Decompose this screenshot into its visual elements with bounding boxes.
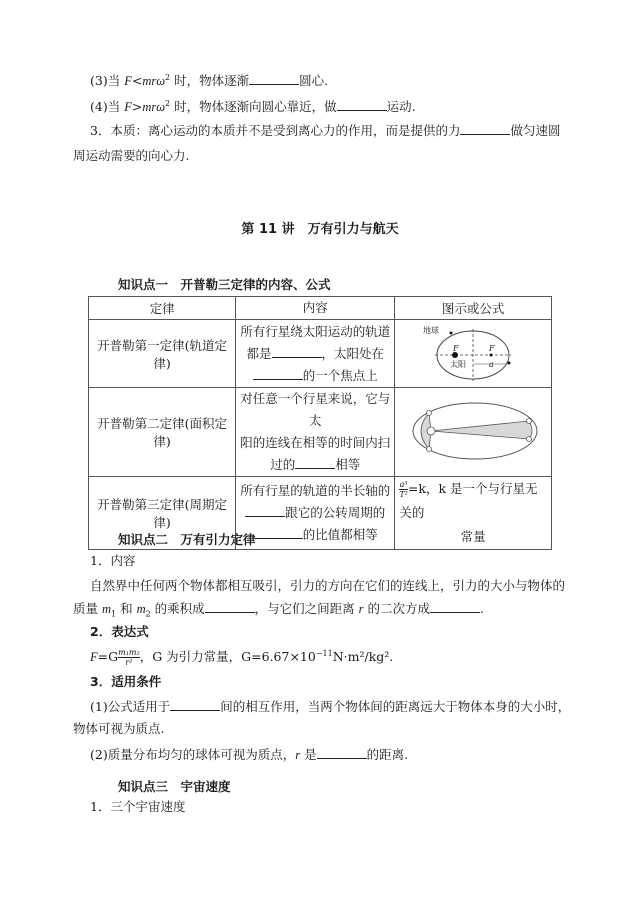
sun-circle	[427, 427, 435, 435]
kp3-subtitle-1: 1．三个宇宙速度	[90, 799, 186, 814]
equal-area-diagram	[403, 399, 543, 463]
kp2-content-line-1: 自然界中任何两个物体都相互吸引，引力的方向在它们的连线上，引力的大小与物体的	[90, 578, 566, 593]
table-header-row	[89, 297, 552, 320]
earth-dot	[450, 332, 453, 335]
swept-area-far	[431, 421, 532, 439]
fill-blank[interactable]	[253, 526, 303, 539]
planet-position	[527, 418, 532, 423]
header-law: 定律	[89, 297, 236, 320]
lecture-title: 第 11 讲 万有引力与航天	[241, 222, 399, 237]
law-figure	[395, 388, 552, 477]
essence-line-1: 3．本质：离心运动的本质并不是受到离心力的作用，而是提供的力 做匀速圆	[90, 123, 561, 138]
law-content: 对任意一个行星来说，它与太 阳的连线在相等的时间内扫 过的 相等	[236, 388, 395, 477]
fill-blank[interactable]	[317, 746, 367, 759]
fill-blank[interactable]	[205, 600, 255, 613]
kp2-subtitle-1: 1．内容	[90, 553, 136, 568]
formula-fraction: $\frac{\text{m₁m₂}}{\text{r²}}$	[118, 648, 140, 668]
focus-label-1: F	[453, 344, 459, 353]
law-content: 所有行星的轨道的半长轴的 跟它的公转周期的 的比值都相等	[236, 477, 395, 550]
law-figure	[395, 320, 552, 388]
table-row	[89, 320, 552, 388]
fill-blank[interactable]	[430, 600, 480, 613]
fraction: $\frac{\text{a³}}{\text{T²}}$	[399, 480, 408, 499]
table-row	[89, 388, 552, 477]
kp3-heading: 知识点三 宇宙速度	[118, 779, 231, 794]
fill-blank[interactable]	[337, 98, 387, 111]
fill-blank[interactable]	[253, 367, 303, 380]
planet-position	[427, 410, 432, 415]
kepler-laws-table	[88, 296, 552, 550]
law-name: 开普勒第一定律(轨道定律)	[89, 320, 236, 388]
kp2-subtitle-2: 2．表达式	[90, 624, 149, 639]
condition-1: (1)公式适用于 间的相互作用，当两个物体间的距离远大于物体本身的大小时，	[90, 699, 571, 714]
condition-1-line-2: 物体可视为质点.	[73, 721, 165, 736]
axis-end-dot	[508, 362, 511, 365]
kp2-heading: 知识点二 万有引力定律	[118, 532, 256, 547]
fill-blank[interactable]	[249, 72, 299, 85]
item-4: (4)当 F>mrω$^2$ 时，物体逐渐向圆心靠近，做 运动.	[90, 99, 416, 115]
kp2-subtitle-3: 3．适用条件	[90, 674, 162, 689]
header-figure: 图示或公式	[395, 297, 552, 320]
axis-label: a	[489, 360, 494, 369]
focus-label-2: F	[489, 344, 495, 353]
fill-blank[interactable]	[460, 122, 510, 135]
fill-blank[interactable]	[245, 504, 285, 517]
essence-line-2: 周运动需要的向心力.	[73, 148, 190, 163]
ellipse-orbit-diagram	[403, 321, 543, 383]
law-content: 所有行星绕太阳运动的轨道 都是 ，太阳处在 的一个焦点上	[236, 320, 395, 388]
law-name: 开普勒第二定律(面积定律)	[89, 388, 236, 477]
header-content: 内容	[236, 297, 395, 320]
kp1-heading: 知识点一 开普勒三定律的内容、公式	[118, 277, 331, 292]
earth-label: 地球	[423, 326, 440, 335]
fill-blank[interactable]	[272, 345, 322, 358]
fill-blank[interactable]	[170, 698, 220, 711]
item-3: (3)当 F<mrω$^2$ 时，物体逐渐 圆心.	[90, 73, 329, 89]
planet-position	[527, 436, 532, 441]
sun-label: 太阳	[450, 360, 467, 369]
second-focus	[490, 354, 493, 357]
condition-2: (2)质量分布均匀的球体可视为质点，r 是 的距离.	[90, 747, 409, 762]
law-name: 开普勒第三定律(周期定律)	[89, 477, 236, 550]
fill-blank[interactable]	[295, 456, 335, 469]
gravity-formula: F=G $\frac{\text{m₁m₂}}{\text{r²}}$ ，G 为引力常量，$G=6.67\times 10^{-11}N\cdot m^2$/kg².	[90, 648, 394, 668]
planet-position	[427, 446, 432, 451]
kp2-content-line-2: 质量 $m_1$ 和 $m_2$ 的乘积成 ，与它们之间距离 r 的二次方成 .	[73, 601, 484, 619]
law-formula: $\frac{\text{a³}}{\text{T²}}$ =k，k 是一个与行星无关的 常量	[395, 477, 552, 550]
